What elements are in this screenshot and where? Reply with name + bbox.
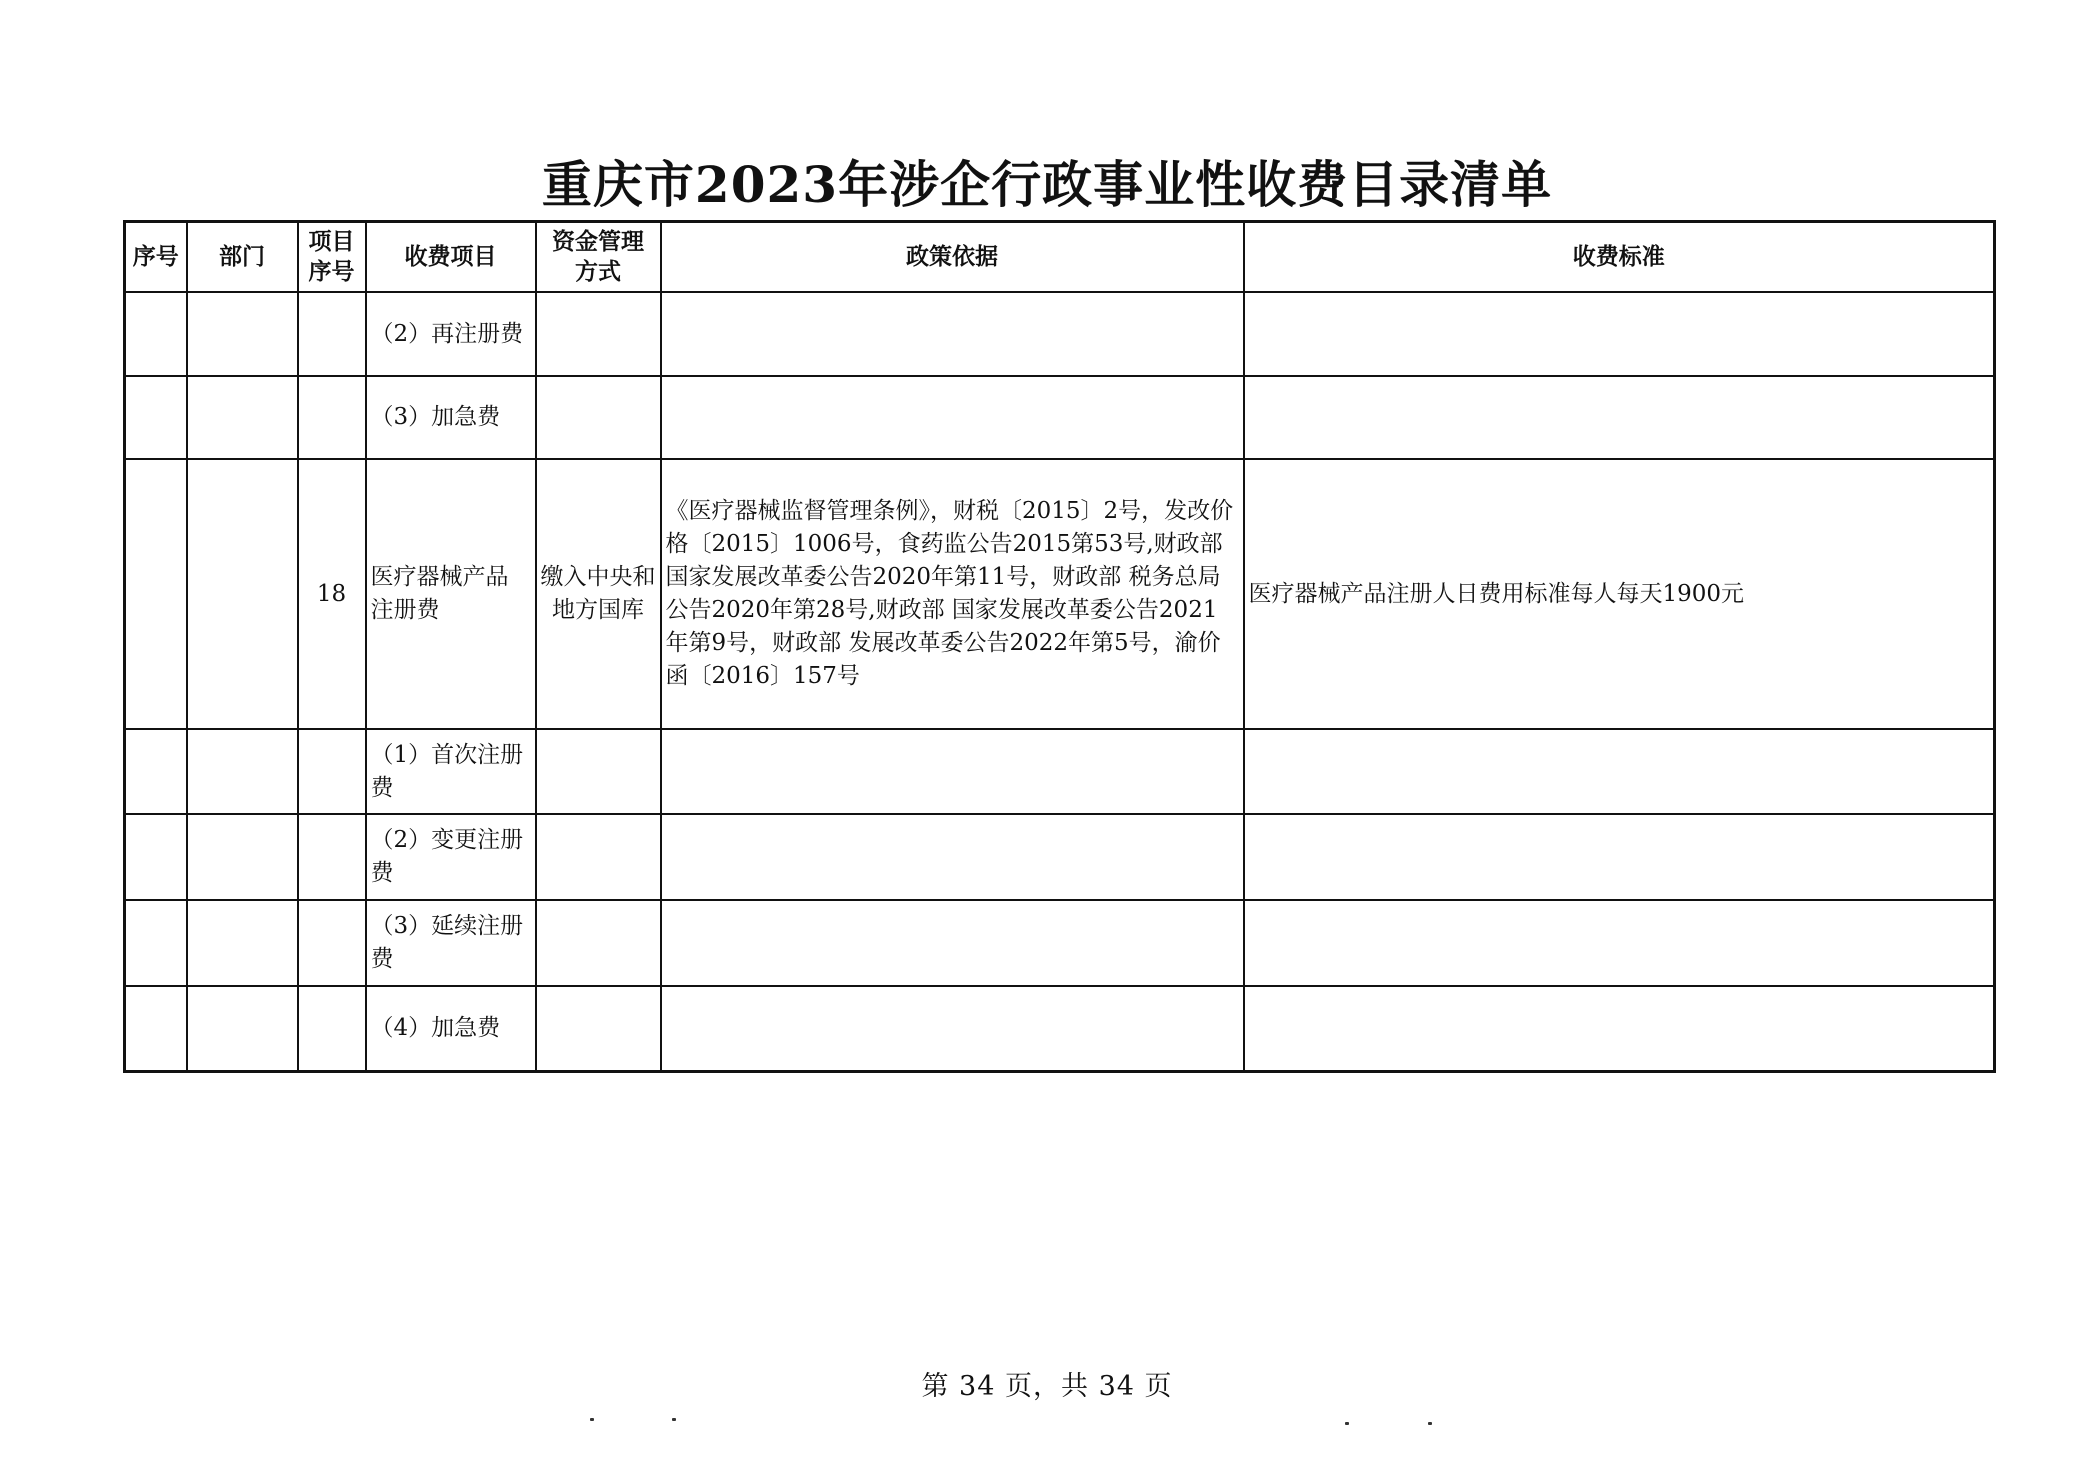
- cell-policy: [661, 986, 1244, 1071]
- scan-mark: [672, 1418, 676, 1421]
- cell-seq: [125, 292, 187, 376]
- scan-mark: [1345, 1422, 1349, 1425]
- header-seq: 序号: [125, 222, 187, 293]
- table-row: [125, 729, 1995, 814]
- header-item-no: 项目 序号: [298, 222, 366, 293]
- cell-dept: [187, 729, 298, 814]
- cell-fee-item: （2）变更注册费: [366, 814, 536, 900]
- cell-policy: [661, 292, 1244, 376]
- cell-seq: [125, 729, 187, 814]
- cell-fund-mgmt: [536, 900, 661, 986]
- cell-item-no: [298, 900, 366, 986]
- cell-standard: [1244, 900, 1995, 986]
- cell-seq: [125, 900, 187, 986]
- cell-standard: [1244, 729, 1995, 814]
- cell-standard: [1244, 292, 1995, 376]
- table-header-row: [125, 222, 1995, 293]
- cell-fee-item: 医疗器械产品注册费: [366, 459, 536, 729]
- cell-policy: [661, 900, 1244, 986]
- cell-seq: [125, 986, 187, 1071]
- cell-item-no: 18: [298, 459, 366, 729]
- cell-fund-mgmt: [536, 986, 661, 1071]
- table-row: [125, 292, 1995, 376]
- cell-dept: [187, 376, 298, 459]
- cell-policy: [661, 376, 1244, 459]
- header-fund-mgmt: 资金管理 方式: [536, 222, 661, 293]
- cell-standard: 医疗器械产品注册人日费用标准每人每天1900元: [1244, 459, 1995, 729]
- header-standard: 收费标准: [1244, 222, 1995, 293]
- page-title: 重庆市2023年涉企行政事业性收费目录清单: [541, 155, 1553, 214]
- cell-fee-item: （3）加急费: [366, 376, 536, 459]
- cell-fund-mgmt: [536, 814, 661, 900]
- cell-fee-item: （4）加急费: [366, 986, 536, 1071]
- fee-table: [123, 220, 1996, 1073]
- cell-fee-item: （3）延续注册费: [366, 900, 536, 986]
- cell-fee-item: （1）首次注册费: [366, 729, 536, 814]
- cell-standard: [1244, 376, 1995, 459]
- scan-mark: [1428, 1422, 1432, 1425]
- table-row: [125, 986, 1995, 1071]
- cell-item-no: [298, 986, 366, 1071]
- cell-fund-mgmt: 缴入中央和地方国库: [536, 459, 661, 729]
- cell-fund-mgmt: [536, 376, 661, 459]
- cell-dept: [187, 814, 298, 900]
- cell-dept: [187, 900, 298, 986]
- cell-seq: [125, 814, 187, 900]
- cell-policy: [661, 814, 1244, 900]
- table-row: [125, 900, 1995, 986]
- cell-dept: [187, 986, 298, 1071]
- cell-seq: [125, 376, 187, 459]
- table-row: [125, 376, 1995, 459]
- cell-fund-mgmt: [536, 292, 661, 376]
- header-fee-item: 收费项目: [366, 222, 536, 293]
- cell-fund-mgmt: [536, 729, 661, 814]
- cell-item-no: [298, 292, 366, 376]
- scan-mark: [590, 1418, 594, 1421]
- cell-item-no: [298, 814, 366, 900]
- table-row: [125, 814, 1995, 900]
- cell-standard: [1244, 814, 1995, 900]
- page-footer: 第 34 页，共 34 页: [921, 1371, 1173, 1402]
- cell-standard: [1244, 986, 1995, 1071]
- header-policy: 政策依据: [661, 222, 1244, 293]
- cell-item-no: [298, 376, 366, 459]
- cell-policy: 《医疗器械监督管理条例》，财税〔2015〕2号，发改价格〔2015〕1006号，食药监公告2015第53号,财政部 国家发展改革委公告2020年第11号，财政部 税务总局公告2020年第28号,财政部 国家发展改革委公告2021年第9号，财政部 发展改革委公告2022年第5号，渝价函〔2016〕157号: [661, 459, 1244, 729]
- cell-dept: [187, 292, 298, 376]
- cell-dept: [187, 459, 298, 729]
- cell-fee-item: （2）再注册费: [366, 292, 536, 376]
- table-row: [125, 459, 1995, 729]
- cell-seq: [125, 459, 187, 729]
- header-dept: 部门: [187, 222, 298, 293]
- cell-item-no: [298, 729, 366, 814]
- cell-policy: [661, 729, 1244, 814]
